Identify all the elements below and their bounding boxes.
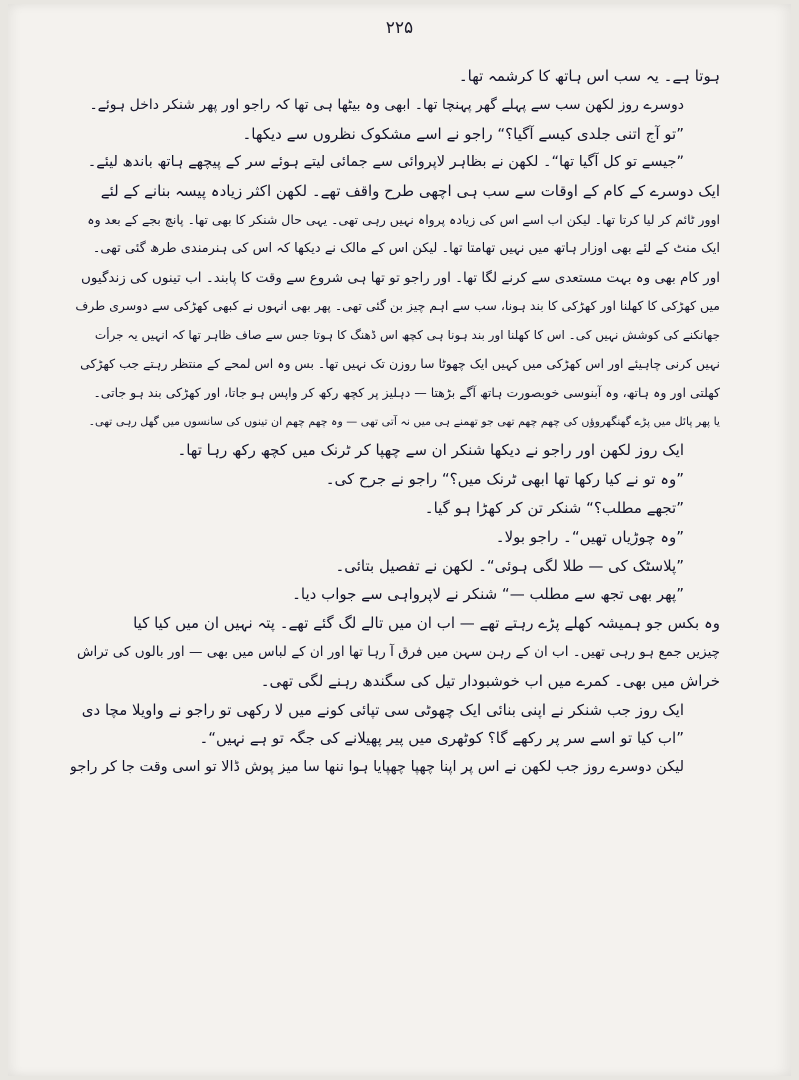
text-line: اور کام بھی وہ بہت مستعدی سے کرنے لگا تھا۔ اور راجو تو تھا ہی شروع سے وقت کا پابند۔ اب تینوں کی زندگیوں (80, 269, 720, 286)
page-number: ۲۲۵ (385, 18, 414, 38)
book-page (8, 4, 791, 1076)
text-line: ہوتا ہے۔ یہ سب اس ہاتھ کا کرشمہ تھا۔ (458, 67, 720, 85)
text-line: ”پلاسٹک کی — طلا لگی ہوئی“۔ لکھن نے تفصیل بتائی۔ (335, 556, 684, 575)
text-line: ”جیسے تو کل آگیا تھا“۔ لکھن نے بظاہر لاپروائی سے جمائی لیتے ہوئے سر کے پیچھے ہاتھ باندھ لیئے۔ (87, 154, 684, 171)
text-line: ایک منٹ کے لئے بھی اوزار ہاتھ میں نہیں تھامتا تھا۔ لیکن اس کے مالک نے دیکھا کہ اس کی ہنرمندی طرھ گئی تھی۔ (92, 240, 720, 256)
text-line: دوسرے روز لکھن سب سے پہلے گھر پہنچا تھا۔ ابھی وہ بیٹھا ہی تھا کہ راجو اور پھر شنکر داخل ہوئے۔ (89, 96, 684, 113)
text-line: کھلتی اور وہ ہاتھ، وہ آبنوسی خوبصورت ہاتھ آگے بڑھتا — دہلیز پر کچھ رکھ کر واپس ہو جاتا، اور کھڑکی بند ہو جاتی۔ (93, 384, 720, 400)
text-line: ”تجھے مطلب؟“ شنکر تن کر کھڑا ہو گیا۔ (424, 498, 684, 517)
page-body-text (70, 62, 720, 782)
text-line: لیکن دوسرے روز جب لکھن نے اس پر اپنا چھپا چھپایا ہوا ننھا سا میز پوش ڈالا تو اسی وقت جا کر راجو (70, 759, 684, 776)
text-line: اوور ٹائم کر لیا کرتا تھا۔ لیکن اب اسے اس کی زیادہ پرواہ نہیں رہی تھی۔ یہی حال شنکر کا بھی تھا۔ پانچ بجے کے بعد وہ (87, 211, 720, 227)
text-line: ایک دوسرے کے کام کے اوقات سے سب ہی اچھی طرح واقف تھے۔ لکھن اکثر زیادہ پیسہ بنانے کے لئے (100, 182, 720, 201)
text-line: میں کھڑکی کا کھلنا اور کھڑکی کا بند ہونا، سب سے اہم چیز بن گئی تھی۔ پھر بھی انہوں نے کبھی کھڑکی سے دوسری طرف (75, 298, 720, 314)
text-line: ”اب کیا تو اسے سر پر رکھے گا؟ کوٹھری میں پیر پھیلانے کی جگہ تو ہے نہیں“۔ (199, 729, 684, 748)
text-line: جھانکنے کی کوشش نہیں کی۔ اس کا کھلنا اور بند ہونا ہی کچھ اس ڈھنگ کا ہوتا جس سے صاف ظاہر تھا کہ انہیں یہ جرأت (94, 328, 720, 343)
text-line: ”پھر بھی تجھ سے مطلب —“ شنکر نے لاپرواہی سے جواب دیا۔ (292, 585, 684, 604)
text-line: ایک روز جب شنکر نے اپنی بنائی ایک چھوٹی سی تپائی کونے میں لا رکھی تو راجو نے واویلا مچا دی (81, 700, 684, 719)
text-line: چیزیں جمع ہو رہی تھیں۔ اب ان کے رہن سہن میں فرق آ رہا تھا اور ان کے لباس میں بھی — اور بالوں کی تراش (77, 643, 720, 660)
text-line: ”وہ تو نے کیا رکھا تھا ابھی ٹرنک میں؟“ راجو نے جرح کی۔ (325, 470, 684, 489)
text-line: خراش میں بھی۔ کمرے میں اب خوشبودار تیل کی سگندھ رہنے لگی تھی۔ (260, 671, 720, 690)
text-line: وہ بکس جو ہمیشہ کھلے پڑے رہتے تھے — اب ان میں تالے لگ گئے تھے۔ پتہ نہیں ان میں کیا کیا (133, 614, 720, 633)
text-line: یا پھر پائل میں پڑے گھنگھروؤں کی چھم چھم تھی جو تھمنے ہی میں نہ آتی تھی — وہ چھم چھم ان تینوں کی سانسوں میں گھل رہی تھی۔ (88, 414, 720, 428)
text-line: ”وہ چوڑیاں تھیں“۔ راجو بولا۔ (495, 527, 684, 546)
text-line: نہیں کرنی چاہیئے اور اس کھڑکی میں کہیں ایک چھوٹا سا روزن تک نہیں تھا۔ بس وہ اس لمحے کے منتظر رہتے جب کھڑکی (80, 355, 720, 371)
text-line: ”تو آج اتنی جلدی کیسے آگیا؟“ راجو نے اسے مشکوک نظروں سے دیکھا۔ (242, 124, 684, 143)
text-line: ایک روز لکھن اور راجو نے دیکھا شنکر ان سے چھپا کر ٹرنک میں کچھ رکھ رہا تھا۔ (177, 441, 684, 460)
